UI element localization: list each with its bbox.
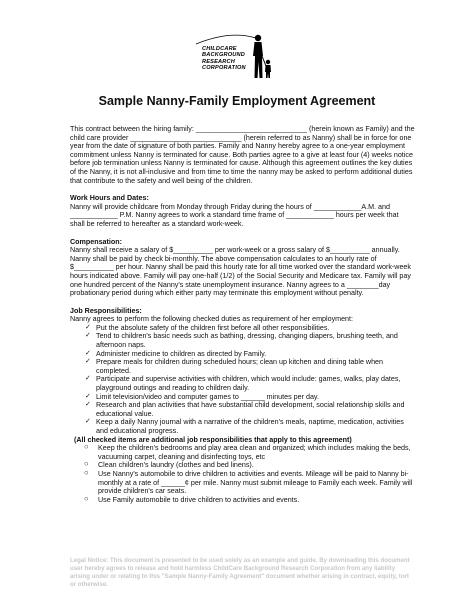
work-hours-heading: Work Hours and Dates: (70, 194, 149, 203)
list-item: ✓ Participate and supervise activities with children, which would include: games, walks, play dates, playground outings and reading to children daily. (85, 375, 401, 393)
empty-checkbox-icon[interactable]: ○ (84, 459, 89, 469)
list-item: ○ Use Nanny's automobile to drive children to activities and events. Mileage will be paid to Nanny bi-monthly at a rate of ______¢ per mile. Nanny must submit mileage to Family each week. Family will provide children's car seats. (84, 467, 413, 496)
list-item: ✓ Put the absolute safety of the children first before all other responsibilities. (85, 323, 330, 332)
compensation-paragraph: Nanny shall receive a salary of $__________ per work-week or a gross salary of $__________ annually. Nanny shall be paid by check bi-monthly. The above compensation calculates to an hourly rate of $__________ per hour. Nanny shall be paid this hourly rate for all time worked over the standard work-week hours indicated above. Family will pay one-half (1/2) of the Social Security and Medicare tax. Family will pay one hundred percent of the Nanny's state unemployment insurance. Nanny agrees to a ________day probationary period during which either party may terminate this employment without penalty. (70, 246, 411, 298)
checkmark-icon: ✓ (85, 401, 91, 409)
optional-duties-list (70, 444, 415, 504)
logo-line: BACKGROUND (202, 52, 246, 59)
responsibilities-lead: Nanny agrees to perform the following checked duties as requirement of her employment: (70, 315, 353, 324)
logo-line: RESEARCH (202, 58, 235, 65)
empty-checkbox-icon[interactable]: ○ (84, 442, 89, 452)
checkmark-icon: ✓ (85, 332, 91, 340)
checkmark-icon: ✓ (85, 323, 91, 331)
intro-paragraph: This contract between the hiring family: ____________________________ (herein known as Family) and the child care provider ____________________________ (herein referred to as Nanny) shall be in force for one year from the date of signature of both parties. Family and Nanny hereby agree to a one-year employment commitment unless Nanny is terminated for cause. Both parties agree to a give at least four (4) weeks notice before job termination unless Nanny is terminated for cause. Although this agreement outlines the key duties of the Nanny, it is not all-inclusive and from time to time the nanny may be asked to perform additional duties that contribute to the safety and well being of the children. (70, 125, 415, 185)
list-item: ✓ Limit television/video and computer games to ______ minutes per day. (85, 392, 319, 401)
list-item: ✓ Research and plan activities that have substantial child development, social relationship skills and educational value. (85, 401, 405, 418)
list-item: ✓ Tend to children's basic needs such as bathing, dressing, changing diapers, brushing teeth, and afternoon naps. (85, 332, 398, 350)
agreement-body (70, 125, 415, 504)
list-item: ○ Clean children's laundry (clothes and bed linens). (84, 459, 254, 470)
company-logo (190, 32, 290, 82)
work-hours-paragraph: Nanny will provide childcare from Monday through Friday during the hours of ____________A.M. and ____________ P.M. Nanny agrees to work a standard time frame of ____________ hours per week that shall be referred to hereafter as a standard work-week. (70, 202, 399, 228)
checkmark-icon: ✓ (85, 392, 91, 400)
logo-wordmark (202, 46, 264, 72)
list-item: ○ Use Family automobile to drive children to activities and events. (84, 493, 300, 504)
compensation-heading: Compensation: (70, 237, 122, 246)
list-item: ✓ Administer medicine to children as directed by Family. (85, 349, 267, 358)
checkmark-icon: ✓ (85, 418, 91, 426)
checked-duties-list (70, 324, 415, 436)
empty-checkbox-icon[interactable]: ○ (84, 493, 89, 503)
responsibilities-heading: Job Responsibilities: (70, 306, 142, 315)
logo-line: CHILDCARE (202, 46, 237, 52)
list-item: ✓ Prepare meals for children during scheduled hours; clean up kitchen and dining table when completed. (85, 358, 383, 375)
logo-line: CORPORATION (202, 65, 246, 72)
list-item: ✓ Keep a daily Nanny journal with a narrative of the children's meals, naptime, medication, activities and educational progress. (85, 418, 404, 435)
checkmark-icon: ✓ (85, 358, 91, 366)
list-item: ○ Keep the children's bedrooms and play area clean and organized; which includes making the beds, vacuuming carpet, cleaning and disinfecting toys, etc (84, 442, 411, 461)
checkmark-icon: ✓ (85, 375, 91, 383)
legal-notice: Legal Notice: This document is presented to be used solely as an example and guide. By downloading this document user hereby agrees to release and hold harmless ChildCare Background Research Corporation from any liability arising under or relating to this "Sample Nanny-Family Agreement" document whether arising in contract, equity, tort or otherwise. (70, 557, 410, 588)
checked-items-note: (All checked items are additional job responsibilities that apply to this agreement) (74, 435, 352, 444)
empty-checkbox-icon[interactable]: ○ (84, 467, 89, 477)
checkmark-icon: ✓ (85, 349, 91, 357)
page-title: Sample Nanny-Family Employment Agreement (98, 94, 376, 108)
